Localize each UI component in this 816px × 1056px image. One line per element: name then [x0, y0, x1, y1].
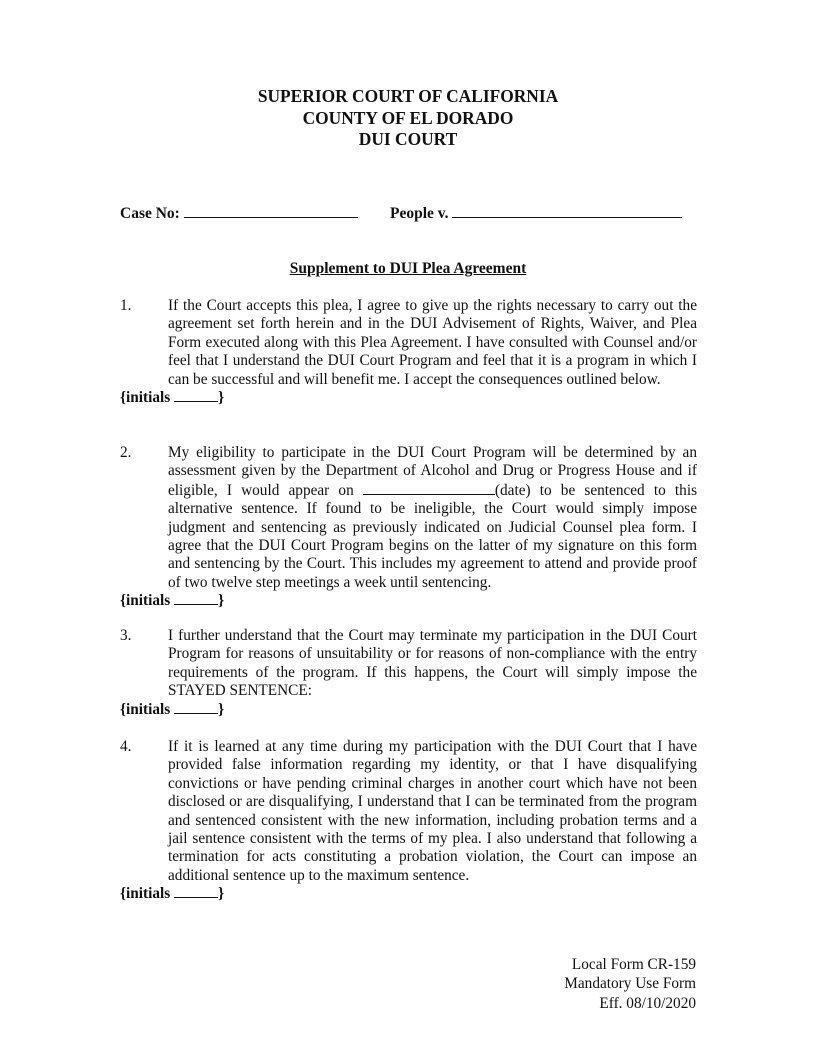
initials-field[interactable] — [174, 701, 218, 714]
clause-number: 3. — [120, 627, 132, 644]
initials-close: } — [218, 389, 225, 407]
form-usage: Mandatory Use Form — [564, 975, 696, 993]
county-name: COUNTY OF EL DORADO — [302, 107, 514, 128]
clause-text: I further understand that the Court may terminate my participation in the DUI Court Program for reasons of unsuitability or for reasons of non-compliance with the entry requirements of the program. If this happens, the Court will simply impose the STAYED SENTENCE: — [168, 627, 697, 700]
initials-label: {initials — [120, 700, 171, 718]
initials-label: {initials — [120, 389, 171, 407]
people-label: People v. — [390, 205, 449, 222]
initials-field[interactable] — [174, 389, 218, 402]
court-division: DUI COURT — [358, 129, 458, 149]
case-no-label: Case No: — [120, 205, 180, 222]
clause-number: 4. — [120, 738, 132, 755]
initials-close: } — [218, 885, 225, 903]
form-footer — [564, 955, 696, 1013]
case-info-line — [120, 204, 700, 223]
clause-1 — [120, 297, 697, 407]
clause-text — [168, 444, 697, 592]
initials-field[interactable] — [174, 885, 218, 898]
initials-close: } — [218, 592, 225, 610]
court-name: SUPERIOR COURT OF CALIFORNIA — [257, 86, 559, 106]
clause-4 — [120, 738, 697, 904]
initials-line — [120, 701, 697, 719]
people-v-field[interactable] — [452, 204, 682, 218]
clause-2 — [120, 444, 697, 611]
initials-field[interactable] — [174, 592, 218, 605]
clause-number: 1. — [120, 297, 132, 314]
initials-label: {initials — [120, 592, 171, 610]
court-header — [0, 86, 816, 151]
effective-date: Eff. 08/10/2020 — [599, 994, 696, 1012]
case-no-field[interactable] — [184, 204, 358, 218]
initials-line — [120, 885, 697, 903]
date-label: (date) — [494, 481, 531, 499]
initials-close: } — [218, 700, 225, 718]
clause-number: 2. — [120, 444, 132, 461]
clause-3 — [120, 627, 697, 719]
initials-label: {initials — [120, 885, 171, 903]
clause-text-part-1: My eligibility to participate in the DUI Court Program will be determined by an assessment given by the Department of Alcohol and Drug or Progress House and if eligible, I would appear on — [168, 444, 697, 499]
clause-text: If it is learned at any time during my participation with the DUI Court that I have provided false information regarding my identity, or that I have disqualifying convictions or have pending criminal charges in another court which have not been disclosed or are disqualifying, I understand that I can be terminated from the program and sentenced consistent with the new information, including probation terms and a jail sentence consistent with the terms of my plea. I also understand that following a termination for acts constituting a probation violation, the Court can impose an additional sentence up to the maximum sentence. — [168, 738, 697, 884]
clause-text-part-2: to be sentenced to this alternative sentence. If found to be ineligible, the Court would simply impose judgment and sentencing as previously indicated on Judicial Counsel plea form. I agree that the DUI Court Program begins on the latter of my signature on this form and sentencing by the Court. This includes my agreement to attend and provide proof of two twelve step meetings a week until sentencing. — [168, 481, 698, 591]
clause-text: If the Court accepts this plea, I agree to give up the rights necessary to carry out the agreement set forth herein and in the DUI Advisement of Rights, Waiver, and Plea Form executed along with this Plea Agreement. I have consulted with Counsel and/or feel that I understand the DUI Court Program and feel that it is a program in which I can be successful and will benefit me. I accept the consequences outlined below. — [168, 297, 697, 388]
sentencing-date-field[interactable] — [363, 481, 495, 495]
document-title: Supplement to DUI Plea Agreement — [289, 260, 527, 277]
form-number: Local Form CR-159 — [571, 956, 696, 973]
initials-line — [120, 389, 697, 407]
initials-line — [120, 592, 697, 610]
